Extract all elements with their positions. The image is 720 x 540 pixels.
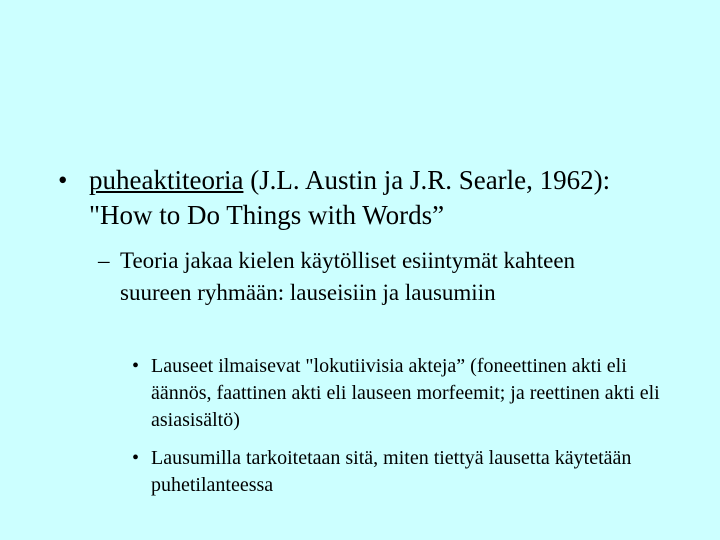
bullet-level1-item (58, 163, 678, 233)
bullet-level3-item (132, 445, 672, 499)
bullet-text: Lauseet ilmaisevat "lokutiivisia akteja” (foneettinen akti eli äännös, faattinen akti eli lauseen morfeemit; ja reettinen akti eli asiasisältö) (151, 355, 660, 431)
bullet-marker: • (58, 165, 68, 195)
bullet-text-rest: (J.L. Austin ja J.R. Searle, 1962): "How to Do Things with Words” (89, 165, 611, 230)
bullet-text: Teoria jakaa kielen käytölliset esiintymät kahteen suureen ryhmään: lauseisiin ja lausumiin (120, 248, 576, 305)
dash-marker: – (98, 248, 110, 273)
bullet-text: Lausumilla tarkoitetaan sitä, miten tiettyä lausetta käytetään puhetilanteessa (151, 447, 632, 496)
bullet-marker: • (132, 447, 140, 469)
bullet-text (89, 163, 678, 233)
bullet-marker: • (132, 355, 140, 377)
underlined-term: puheaktiteoria (89, 165, 244, 195)
bullet-level2-item (98, 245, 618, 309)
bullet-level3-item (132, 353, 672, 434)
